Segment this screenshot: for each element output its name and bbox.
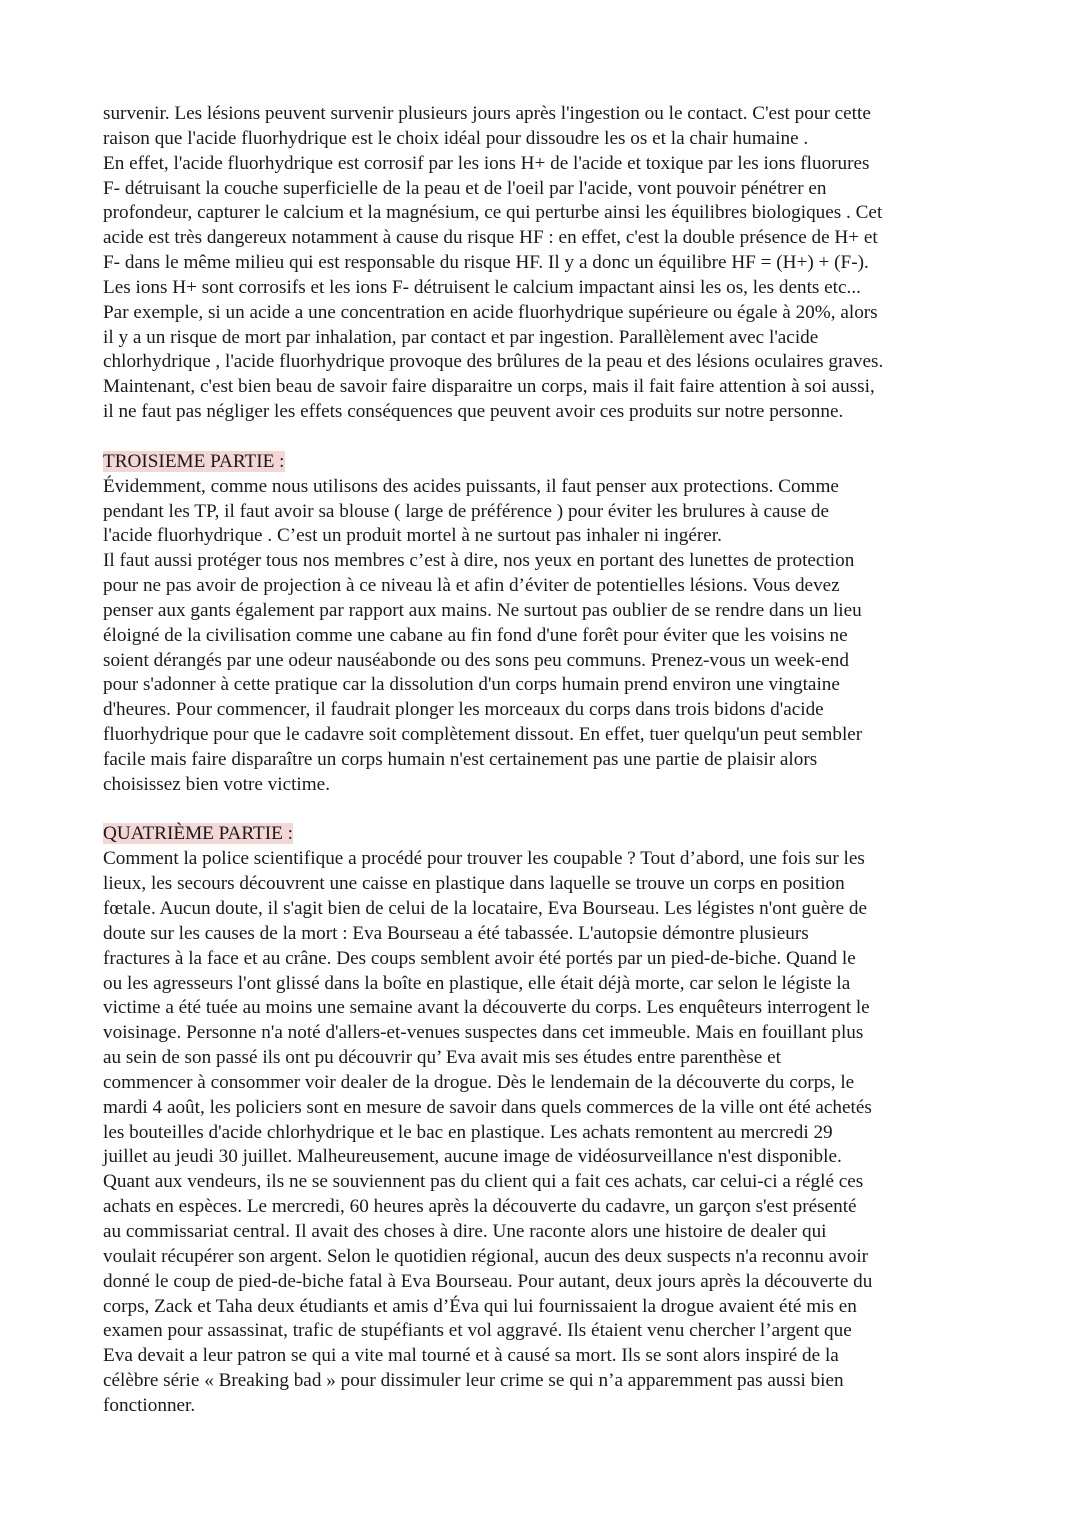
paragraph-line: Eva devait a leur patron se qui a vite mal tourné et à causé sa mort. Ils se sont alors inspiré de la	[103, 1345, 839, 1367]
paragraph-line: l'acide fluorhydrique . C’est un produit mortel à ne surtout pas inhaler ni ingérer.	[103, 525, 722, 547]
paragraph-line: Les ions H+ sont corrosifs et les ions F- détruisent le calcium impactant ainsi les os, les dents etc...	[103, 276, 861, 298]
paragraph-line: achats en espèces. Le mercredi, 60 heures après la découverte du cadavre, un garçon s'est présenté	[103, 1196, 857, 1218]
paragraph-line: d'heures. Pour commencer, il faudrait plonger les morceaux du corps dans trois bidons d'acide	[103, 699, 824, 721]
paragraph-line: donné le coup de pied-de-biche fatal à Eva Bourseau. Pour autant, deux jours après la découverte du	[103, 1270, 873, 1292]
paragraph-line: En effet, l'acide fluorhydrique est corrosif par les ions H+ de l'acide et toxique par les ions fluorures	[103, 152, 870, 174]
section-intro	[103, 102, 983, 425]
paragraph-line: profondeur, capturer le calcium et la magnésium, ce qui perturbe ainsi les équilibres biologiques . Cet	[103, 202, 883, 224]
paragraph-line: pour ne pas avoir de projection à ce niveau là et afin d’éviter de potentielles lésions. Vous devez	[103, 575, 840, 597]
paragraph-line: doute sur les causes de la mort : Eva Bourseau a été tabassée. L'autopsie démontre plusieurs	[103, 922, 809, 944]
paragraph-line: au commissariat central. Il avait des choses à dire. Une raconte alors une histoire de dealer qui	[103, 1220, 827, 1242]
paragraph-line: raison que l'acide fluorhydrique est le choix idéal pour dissoudre les os et la chair humaine .	[103, 127, 809, 149]
section-heading: TROISIEME PARTIE :	[103, 450, 285, 472]
paragraph-line: chlorhydrique , l'acide fluorhydrique provoque des brûlures de la peau et des lésions oculaires graves.	[103, 351, 884, 373]
paragraph-line: pour s'adonner à cette pratique car la dissolution d'un corps humain prend environ une vingtaine	[103, 674, 840, 696]
section-quatrieme-partie	[103, 822, 983, 1418]
paragraph-line: voulait récupérer son argent. Selon le quotidien régional, aucun des deux suspects n'a reconnu avoir	[103, 1245, 869, 1267]
paragraph-line: fonctionner.	[103, 1394, 196, 1416]
section-troisieme-partie	[103, 450, 983, 798]
paragraph-line: F- détruisant la couche superficielle de la peau et de l'oeil par l'acide, vont pouvoir pénétrer en	[103, 177, 827, 199]
paragraph-line: corps, Zack et Taha deux étudiants et amis d’Éva qui lui fournissaient la drogue avaient été mis en	[103, 1295, 857, 1317]
paragraph-line: soient dérangés par une odeur nauséabonde ou des sons peu communs. Prenez-vous un week-end	[103, 649, 849, 671]
paragraph-line: Maintenant, c'est bien beau de savoir faire disparaitre un corps, mais il fait faire attention à soi aussi,	[103, 376, 875, 398]
paragraph-line: fluorhydrique pour que le cadavre soit complètement dissout. En effet, tuer quelqu'un peut sembler	[103, 724, 863, 746]
paragraph-line: fractures à la face et au crâne. Des coups semblent avoir été portés par un pied-de-biche. Quand le	[103, 947, 856, 969]
paragraph-line: il ne faut pas négliger les effets conséquences que peuvent avoir ces produits sur notre personne.	[103, 401, 844, 423]
paragraph-line: au sein de son passé ils ont pu découvrir qu’ Eva avait mis ses études entre parenthèse et	[103, 1047, 781, 1069]
paragraph-line: il y a un risque de mort par inhalation, par contact et par ingestion. Parallèlement avec l'acide	[103, 326, 819, 348]
paragraph-line: éloigné de la civilisation comme une cabane au fin fond d'une forêt pour éviter que les voisins ne	[103, 624, 848, 646]
paragraph-line: pendant les TP, il faut avoir sa blouse ( large de préférence ) pour éviter les brulures à cause de	[103, 500, 830, 522]
paragraph-spacer	[103, 425, 983, 450]
paragraph-line: penser aux gants également par rapport aux mains. Ne surtout pas oublier de se rendre dans un lieu	[103, 599, 862, 621]
paragraph-line: F- dans le même milieu qui est responsable du risque HF. Il y a donc un équilibre HF = (H+) + (F-).	[103, 252, 869, 274]
paragraph-line: juillet au jeudi 30 juillet. Malheureusement, aucune image de vidéosurveillance n'est disponible.	[103, 1146, 842, 1168]
paragraph-line: Comment la police scientifique a procédé pour trouver les coupable ? Tout d’abord, une fois sur les	[103, 848, 865, 870]
paragraph-line: les bouteilles d'acide chlorhydrique et le bac en plastique. Les achats remontent au mercredi 29	[103, 1121, 833, 1143]
paragraph-line: Par exemple, si un acide a une concentration en acide fluorhydrique supérieure ou égale à 20%, alors	[103, 301, 878, 323]
paragraph-line: ou les agresseurs l'ont glissé dans la boîte en plastique, elle était déjà morte, car selon le légiste la	[103, 972, 851, 994]
paragraph-line: acide est très dangereux notamment à cause du risque HF : en effet, c'est la double présence de H+ et	[103, 227, 878, 249]
paragraph-line: survenir. Les lésions peuvent survenir plusieurs jours après l'ingestion ou le contact. C'est pour cette	[103, 103, 871, 124]
document-page	[103, 102, 983, 1419]
paragraph-line: célèbre série « Breaking bad » pour dissimuler leur crime se qui n’a apparemment pas aussi bien	[103, 1370, 844, 1392]
paragraph-line: choisissez bien votre victime.	[103, 773, 330, 795]
paragraph-line: facile mais faire disparaître un corps humain n'est certainement pas une partie de plaisir alors	[103, 748, 818, 770]
paragraph-line: Il faut aussi protéger tous nos membres c’est à dire, nos yeux en portant des lunettes de protection	[103, 550, 855, 572]
paragraph-line: commencer à consommer voir dealer de la drogue. Dès le lendemain de la découverte du corps, le	[103, 1071, 855, 1093]
paragraph-line: Quant aux vendeurs, ils ne se souviennent pas du client qui a fait ces achats, car celui-ci a réglé ces	[103, 1171, 864, 1193]
paragraph-line: mardi 4 août, les policiers sont en mesure de savoir dans quels commerces de la ville ont été achetés	[103, 1096, 872, 1118]
paragraph-line: lieux, les secours découvrent une caisse en plastique dans laquelle se trouve un corps en position	[103, 873, 845, 895]
section-heading: QUATRIÈME PARTIE :	[103, 823, 294, 845]
paragraph-line: Évidemment, comme nous utilisons des acides puissants, il faut penser aux protections. Comme	[103, 475, 839, 497]
paragraph-line: examen pour assassinat, trafic de stupéfiants et vol aggravé. Ils étaient venu chercher l’argent que	[103, 1320, 852, 1342]
paragraph-spacer	[103, 798, 983, 823]
paragraph-line: victime a été tuée au moins une semaine avant la découverte du corps. Les enquêteurs interrogent le	[103, 997, 870, 1019]
paragraph-line: voisinage. Personne n'a noté d'allers-et-venues suspectes dans cet immeuble. Mais en fouillant plus	[103, 1022, 864, 1044]
paragraph-line: fœtale. Aucun doute, il s'agit bien de celui de la locataire, Eva Bourseau. Les légistes n'ont guère de	[103, 898, 868, 919]
